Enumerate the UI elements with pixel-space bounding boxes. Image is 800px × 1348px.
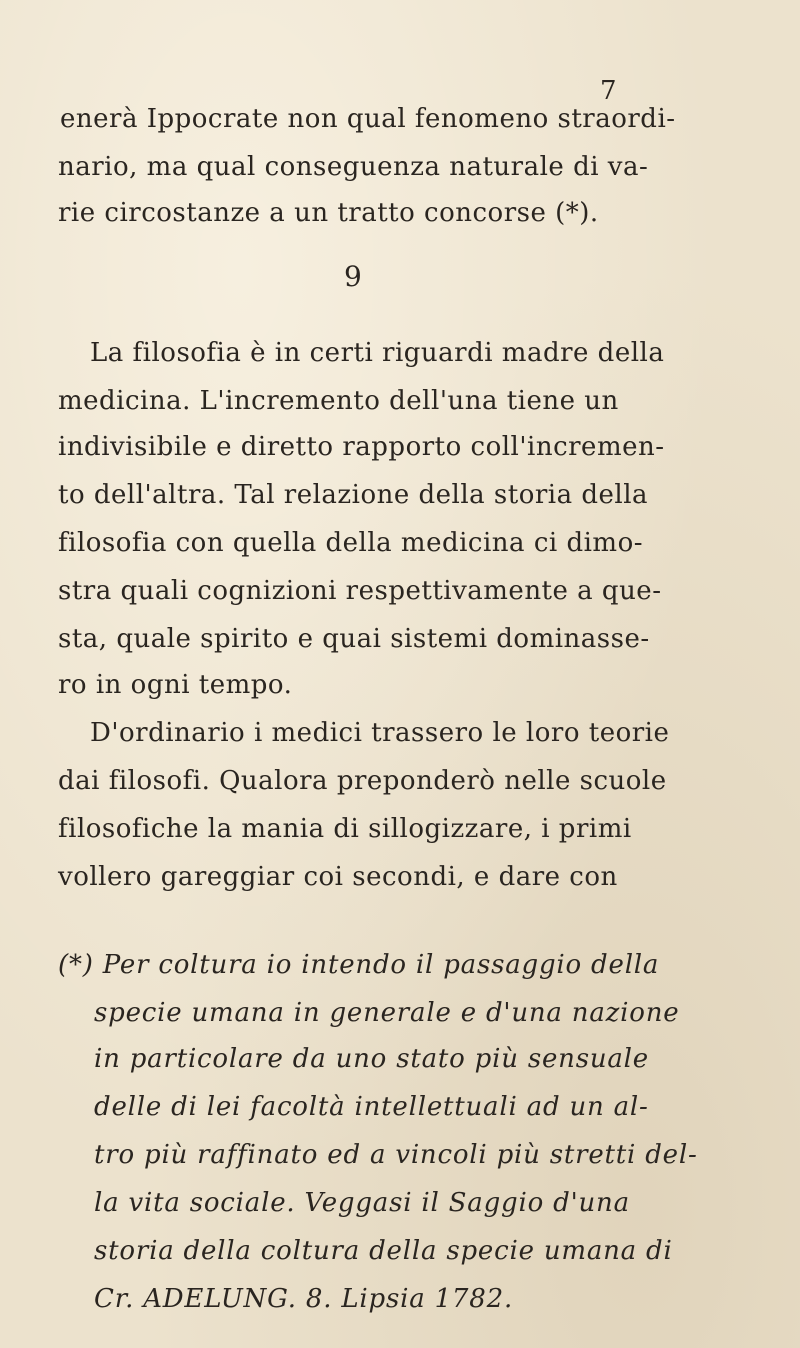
footnote-line: la vita sociale. Veggasi il Saggio d'una — [94, 1188, 630, 1218]
text-line: filosofia con quella della medicina ci dimo- — [58, 528, 644, 558]
text-line: rie circostanze a un tratto concorse (*). — [58, 198, 599, 228]
footnote-line: Cr. ADELUNG. 8. Lipsia 1782. — [94, 1284, 514, 1314]
footnote-line: (*) Per coltura io intendo il passaggio della — [58, 950, 660, 980]
footnote-line: delle di lei facoltà intellettuali ad un al- — [94, 1092, 649, 1122]
page-number: 7 — [600, 76, 617, 106]
footnote-line: tro più raffinato ed a vincoli più stretti del- — [94, 1140, 698, 1170]
text-line: to dell'altra. Tal relazione della storia della — [58, 480, 649, 510]
text-line: sta, quale spirito e quai sistemi dominasse- — [58, 624, 650, 654]
text-line: D'ordinario i medici trassero le loro teorie — [90, 718, 670, 748]
footnote-line: storia della coltura della specie umana di — [94, 1236, 673, 1266]
footnote-line: specie umana in generale e d'una nazione — [94, 998, 680, 1028]
text-line: nario, ma qual conseguenza naturale di va- — [58, 152, 649, 182]
text-line: dai filosofi. Qualora preponderò nelle scuole — [58, 766, 667, 796]
text-line: medicina. L'incremento dell'una tiene un — [58, 386, 619, 416]
text-line: enerà Ippocrate non qual fenomeno straordi- — [60, 104, 676, 134]
section-number: 9 — [344, 260, 362, 293]
text-line: indivisibile e diretto rapporto coll'incremen- — [58, 432, 665, 462]
text-line: La filosofia è in certi riguardi madre della — [90, 338, 665, 368]
text-line: filosofiche la mania di sillogizzare, i primi — [58, 814, 632, 844]
text-line: ro in ogni tempo. — [58, 670, 293, 700]
text-line: vollero gareggiar coi secondi, e dare con — [58, 862, 618, 892]
text-line: stra quali cognizioni respettivamente a que- — [58, 576, 662, 606]
footnote-line: in particolare da uno stato più sensuale — [94, 1044, 649, 1074]
